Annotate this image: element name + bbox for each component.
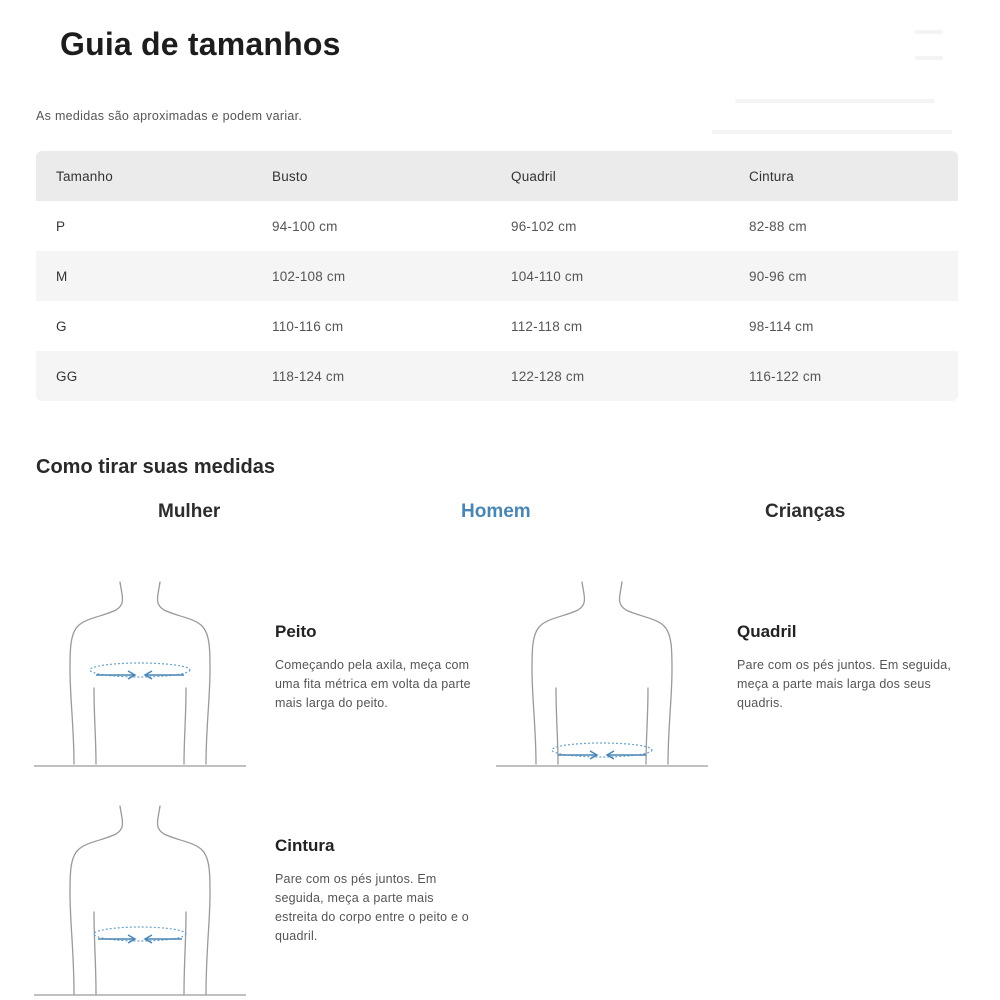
chest-measurement-figure bbox=[34, 578, 246, 770]
chest-title: Peito bbox=[275, 622, 317, 641]
waist-title: Cintura bbox=[275, 836, 335, 855]
waist-cell: 98-114 cm bbox=[749, 318, 814, 334]
waist-cell: 82-88 cm bbox=[749, 218, 807, 234]
section-title: Como tirar suas medidas bbox=[36, 456, 275, 478]
page-title: Guia de tamanhos bbox=[60, 26, 341, 62]
hip-title: Quadril bbox=[737, 622, 797, 641]
header-hip: Quadril bbox=[511, 168, 556, 184]
tab-man[interactable]: Homem bbox=[461, 501, 531, 522]
disclaimer-text: As medidas são aproximadas e podem variar. bbox=[36, 109, 303, 123]
table-header-row bbox=[36, 151, 958, 201]
hip-cell: 122-128 cm bbox=[511, 368, 585, 384]
size-cell: GG bbox=[56, 368, 78, 384]
table-row bbox=[36, 201, 958, 251]
chest-description: Começando pela axila, meça com uma fita métrica em volta da parte mais larga do peito. bbox=[275, 658, 471, 710]
size-cell: P bbox=[56, 218, 66, 234]
size-table bbox=[36, 151, 958, 401]
bust-cell: 118-124 cm bbox=[272, 368, 345, 384]
waist-measurement-figure bbox=[34, 802, 246, 998]
hip-cell: 112-118 cm bbox=[511, 318, 583, 334]
faint-artifact bbox=[915, 56, 943, 60]
waist-description: Pare com os pés juntos. Em seguida, meça a parte mais estreita do corpo entre o peito e o quadril. bbox=[275, 872, 469, 943]
faint-artifact bbox=[915, 30, 943, 34]
tab-woman[interactable]: Mulher bbox=[158, 501, 221, 522]
bust-cell: 94-100 cm bbox=[272, 218, 338, 234]
header-waist: Cintura bbox=[749, 168, 794, 184]
hip-cell: 104-110 cm bbox=[511, 268, 584, 284]
header-size: Tamanho bbox=[56, 168, 113, 184]
hip-measurement-figure bbox=[496, 578, 708, 770]
table-row bbox=[36, 351, 958, 401]
waist-cell: 116-122 cm bbox=[749, 368, 822, 384]
size-cell: M bbox=[56, 268, 68, 284]
faint-artifact bbox=[735, 99, 935, 103]
faint-artifact bbox=[712, 130, 952, 134]
waist-cell: 90-96 cm bbox=[749, 268, 807, 284]
tab-kids[interactable]: Crianças bbox=[765, 501, 846, 522]
table-row bbox=[36, 251, 958, 301]
size-cell: G bbox=[56, 318, 67, 334]
bust-cell: 102-108 cm bbox=[272, 268, 346, 284]
header-bust: Busto bbox=[272, 168, 308, 184]
hip-cell: 96-102 cm bbox=[511, 218, 577, 234]
bust-cell: 110-116 cm bbox=[272, 318, 344, 334]
table-row bbox=[36, 301, 958, 351]
hip-description: Pare com os pés juntos. Em seguida, meça a parte mais larga dos seus quadris. bbox=[737, 658, 952, 710]
